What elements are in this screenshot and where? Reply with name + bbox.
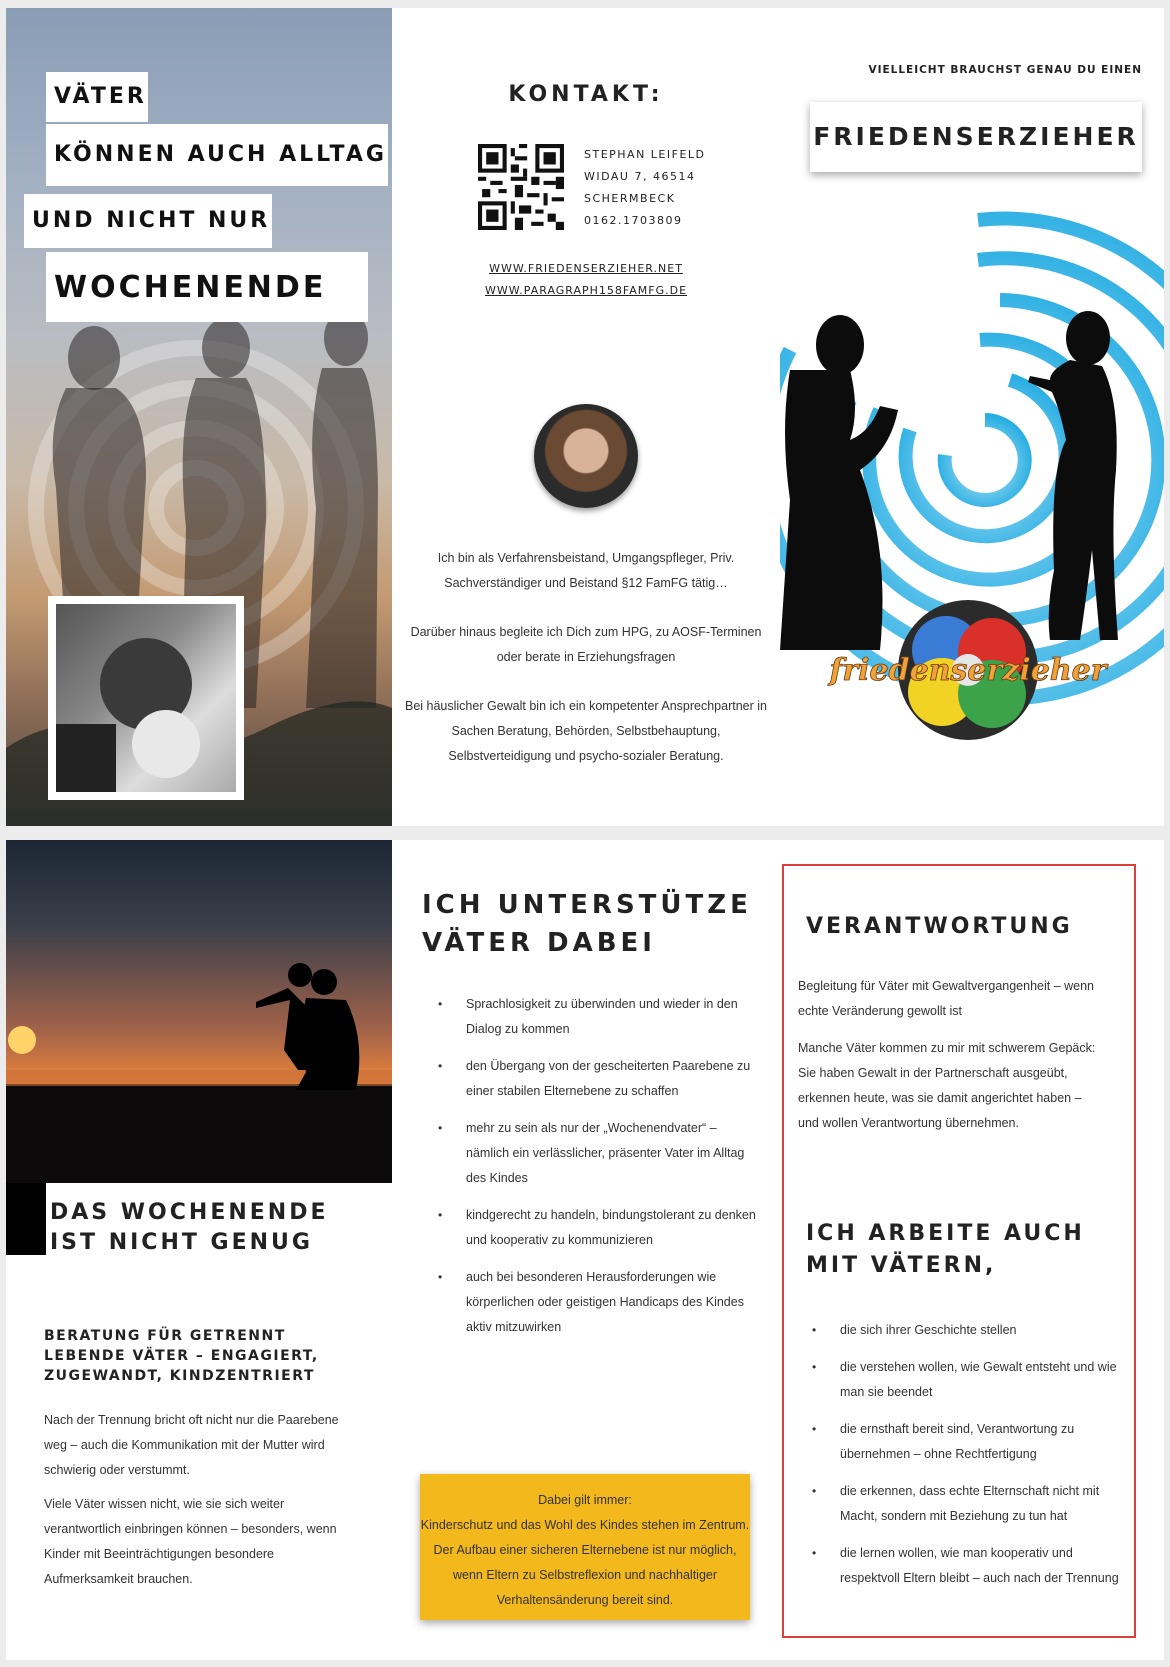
cover-left-panel: [6, 8, 392, 826]
intro-paragraph-3: Bei häuslicher Gewalt bin ich ein kompetenter Ansprechpartner in Sachen Beratung, Behörden, Selbstbehauptung, Selbstverteidigung und psycho-sozialer Beratung.: [404, 699, 767, 763]
responsibility-paragraph-1: Begleitung für Väter mit Gewaltvergangenheit – wenn echte Veränderung gewollt ist: [798, 979, 1095, 1018]
father-baby-photo: [48, 596, 244, 800]
weekend-panel: [6, 840, 392, 1660]
note-heading: Dabei gilt immer:: [538, 1493, 632, 1507]
maze-illustration: [780, 170, 1164, 826]
cover-tagline: VIELLEICHT BRAUCHST GENAU DU EINEN: [868, 64, 1142, 76]
contact-address: [584, 144, 706, 232]
website-link-friedenserzieher[interactable]: WWW.FRIEDENSERZIEHER.NET: [489, 262, 683, 275]
list-item: • die lernen wollen, wie man kooperativ und respektvoll Eltern bleibt – auch nach der Trennung: [840, 1541, 1130, 1591]
cover-right-panel: [780, 8, 1164, 826]
list-item: • kindgerecht zu handeln, bindungstolerant zu denken und kooperativ zu kommunizieren: [466, 1203, 758, 1253]
support-title: [422, 886, 752, 962]
also-title-line-1: ICH ARBEITE AUCH: [806, 1221, 1085, 1246]
also-title: [806, 1218, 1085, 1282]
brochure-outside: [6, 8, 1164, 826]
list-item: • die sich ihrer Geschichte stellen: [840, 1318, 1130, 1343]
also-title-line-2: MIT VÄTERN,: [806, 1253, 997, 1278]
note-box: [420, 1474, 750, 1620]
list-item: • die ernsthaft bereit sind, Verantwortung zu übernehmen – ohne Rechtfertigung: [840, 1417, 1130, 1467]
intro-paragraph-1: Ich bin als Verfahrensbeistand, Umgangspfleger, Priv. Sachverständiger und Beistand §12 FamFG tätig…: [437, 551, 735, 590]
responsibility-panel: [780, 840, 1164, 1660]
cover-line-wochenende: WOCHENENDE: [46, 252, 368, 322]
contact-name: STEPHAN LEIFELD: [584, 148, 706, 161]
note-text: Kinderschutz und das Wohl des Kindes stehen im Zentrum. Der Aufbau einer sicheren Elternebene ist nur möglich, wenn Eltern zu Selbstreflexion und nachhaltiger Verhaltensänderung bereit sind.: [420, 1518, 750, 1607]
contact-panel: [392, 8, 780, 826]
contact-street: WIDAU 7, 46514: [584, 170, 696, 183]
contact-city: SCHERMBECK: [584, 192, 676, 205]
accent-block: [6, 1183, 46, 1255]
weekend-title: [50, 1198, 329, 1258]
contact-phone[interactable]: 0162.1703809: [584, 214, 683, 227]
brand-title: FRIEDENSERZIEHER: [810, 102, 1142, 172]
contact-title: KONTAKT:: [508, 82, 664, 107]
cover-line-vaeter: VÄTER: [46, 72, 148, 122]
weekend-paragraph-1: Nach der Trennung bricht oft nicht nur die Paarebene weg – auch die Kommunikation mit der Mutter wird schwierig oder verstummt.: [44, 1413, 339, 1477]
list-item: • die erkennen, dass echte Elternschaft nicht mit Macht, sondern mit Beziehung zu tun hat: [840, 1479, 1130, 1529]
brochure-inside: [6, 840, 1164, 1660]
website-link-paragraph158[interactable]: WWW.PARAGRAPH158FAMFG.DE: [484, 284, 688, 297]
also-list: [840, 1318, 1130, 1603]
website-links: [392, 258, 780, 302]
list-item: • die verstehen wollen, wie Gewalt entsteht und wie man sie beendet: [840, 1355, 1130, 1405]
portrait-avatar: [534, 404, 638, 508]
support-title-line-1: ICH UNTERSTÜTZE: [422, 890, 752, 920]
list-item: • Sprachlosigkeit zu überwinden und wieder in den Dialog zu kommen: [466, 992, 758, 1042]
intro-paragraph-2: Darüber hinaus begleite ich Dich zum HPG, zu AOSF-Terminen oder berate in Erziehungsfragen: [410, 625, 762, 664]
responsibility-frame: [782, 864, 1136, 1638]
responsibility-title: VERANTWORTUNG: [806, 914, 1073, 939]
sunset-photo: [6, 840, 392, 1183]
cover-line-nicht-nur: UND NICHT NUR: [24, 194, 272, 248]
weekend-paragraph-2: Viele Väter wissen nicht, wie sie sich weiter verantwortlich einbringen können – besonders, wenn Kinder mit Beeinträchtigungen besondere Aufmerksamkeit brauchen.: [44, 1497, 337, 1586]
logo-script-text: friedenserzieher: [829, 653, 1107, 688]
consulting-heading: BERATUNG FÜR GETRENNT LEBENDE VÄTER – ENGAGIERT, ZUGEWANDT, KINDZENTRIERT: [44, 1328, 319, 1384]
cover-line-alltag: KÖNNEN AUCH ALLTAG: [46, 124, 388, 186]
weekend-title-line-2: IST NICHT GENUG: [50, 1230, 313, 1255]
support-list: [466, 992, 758, 1352]
list-item: • mehr zu sein als nur der „Wochenendvater“ – nämlich ein verlässlicher, präsenter Vater im Alltag des Kindes: [466, 1116, 758, 1191]
qr-code-icon: [478, 144, 564, 230]
responsibility-paragraph-2: Manche Väter kommen zu mir mit schwerem Gepäck: Sie haben Gewalt in der Partnerschaft ausgeübt, erkennen heute, was sie damit angerichtet haben – und wollen Verantwortung übernehmen.: [798, 1041, 1096, 1130]
list-item: • auch bei besonderen Herausforderungen wie körperlichen oder geistigen Handicaps des Kindes aktiv mitzuwirken: [466, 1265, 758, 1340]
list-item: • den Übergang von der gescheiterten Paarebene zu einer stabilen Elternebene zu schaffen: [466, 1054, 758, 1104]
weekend-title-line-1: DAS WOCHENENDE: [50, 1200, 329, 1225]
support-panel: [392, 840, 780, 1660]
support-title-line-2: VÄTER DABEI: [422, 928, 656, 958]
